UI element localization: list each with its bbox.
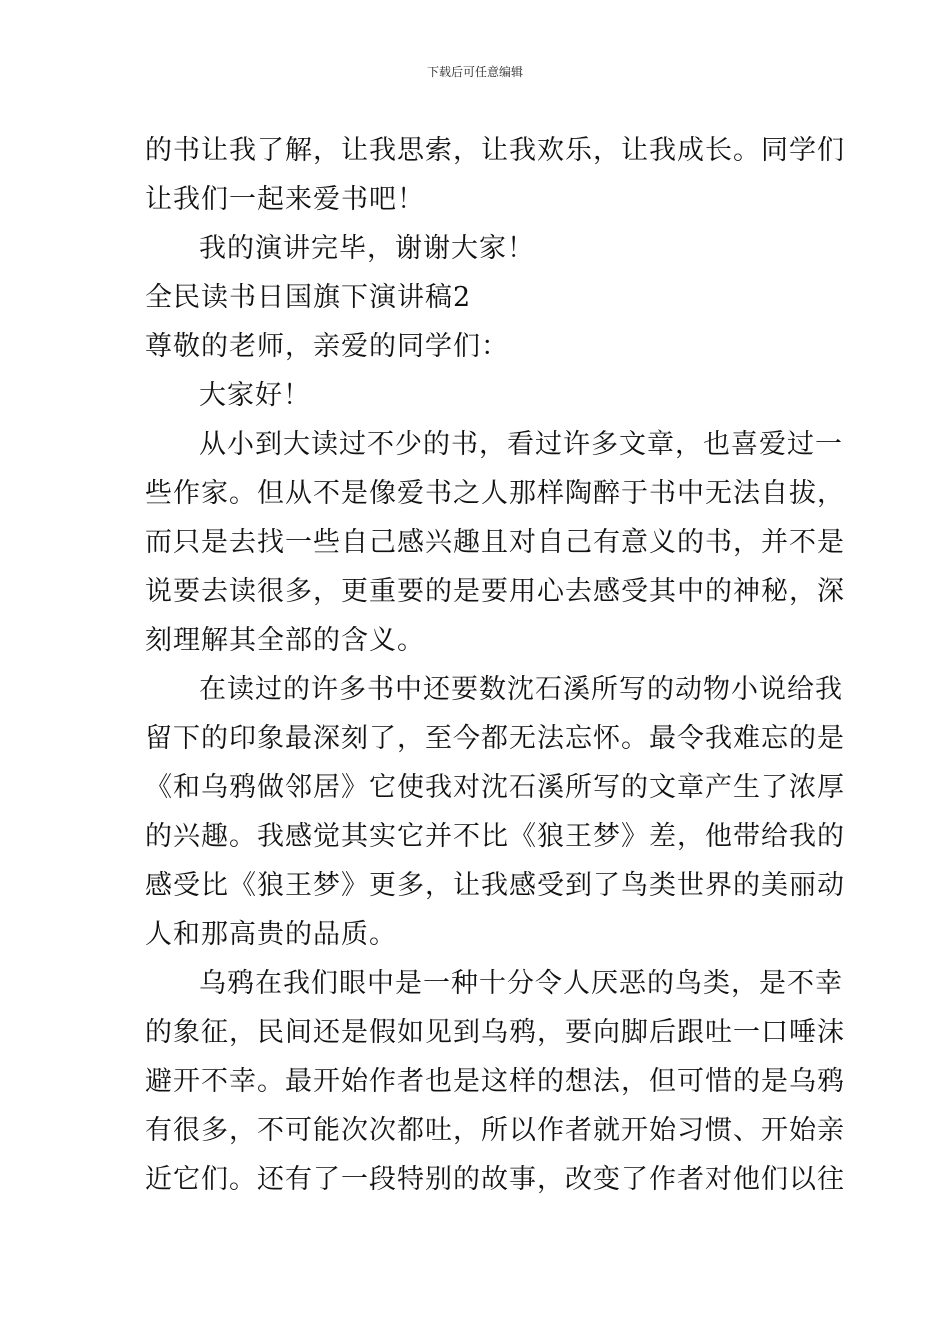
- document-body: [145, 126, 845, 1204]
- text-line: 的书让我了解，让我思索，让我欢乐，让我成长。同学们: [145, 135, 845, 166]
- text-line: 而只是去找一些自己感兴趣且对自己有意义的书，并不是: [145, 527, 845, 558]
- text-line: 刻理解其全部的含义。: [145, 625, 425, 656]
- text-line: 的兴趣。我感觉其实它并不比《狼王梦》差，他带给我的: [145, 821, 845, 852]
- text-line: 些作家。但从不是像爱书之人那样陶醉于书中无法自拔，: [145, 478, 845, 509]
- text-line: 人和那高贵的品质。: [145, 919, 397, 950]
- text-line: 说要去读很多，更重要的是要用心去感受其中的神秘，深: [145, 576, 845, 607]
- text-line: 让我们一起来爱书吧！: [145, 184, 425, 215]
- greeting: 大家好！: [199, 380, 311, 411]
- salutation: 尊敬的老师，亲爱的同学们：: [145, 331, 509, 362]
- closing-line: 我的演讲完毕，谢谢大家！: [199, 233, 535, 264]
- text-line: 乌鸦在我们眼中是一种十分令人厌恶的鸟类，是不幸: [199, 968, 843, 999]
- text-line: 感受比《狼王梦》更多，让我感受到了鸟类世界的美丽动: [145, 870, 845, 901]
- text-line: 从小到大读过不少的书，看过许多文章，也喜爱过一: [199, 429, 843, 460]
- text-line: 《和乌鸦做邻居》它使我对沈石溪所写的文章产生了浓厚: [145, 772, 845, 803]
- text-line: 在读过的许多书中还要数沈石溪所写的动物小说给我: [199, 674, 843, 705]
- text-line: 有很多，不可能次次都吐，所以作者就开始习惯、开始亲: [145, 1115, 845, 1146]
- text-line: 的象征，民间还是假如见到乌鸦，要向脚后跟吐一口唾沫: [145, 1017, 845, 1048]
- text-line: 近它们。还有了一段特别的故事，改变了作者对他们以往: [145, 1164, 845, 1195]
- page-header-note: 下载后可任意编辑: [426, 65, 523, 79]
- section-title: 全民读书日国旗下演讲稿2: [145, 282, 472, 313]
- text-line: 留下的印象最深刻了，至今都无法忘怀。最令我难忘的是: [145, 723, 845, 754]
- text-line: 避开不幸。最开始作者也是这样的想法，但可惜的是乌鸦: [145, 1066, 845, 1097]
